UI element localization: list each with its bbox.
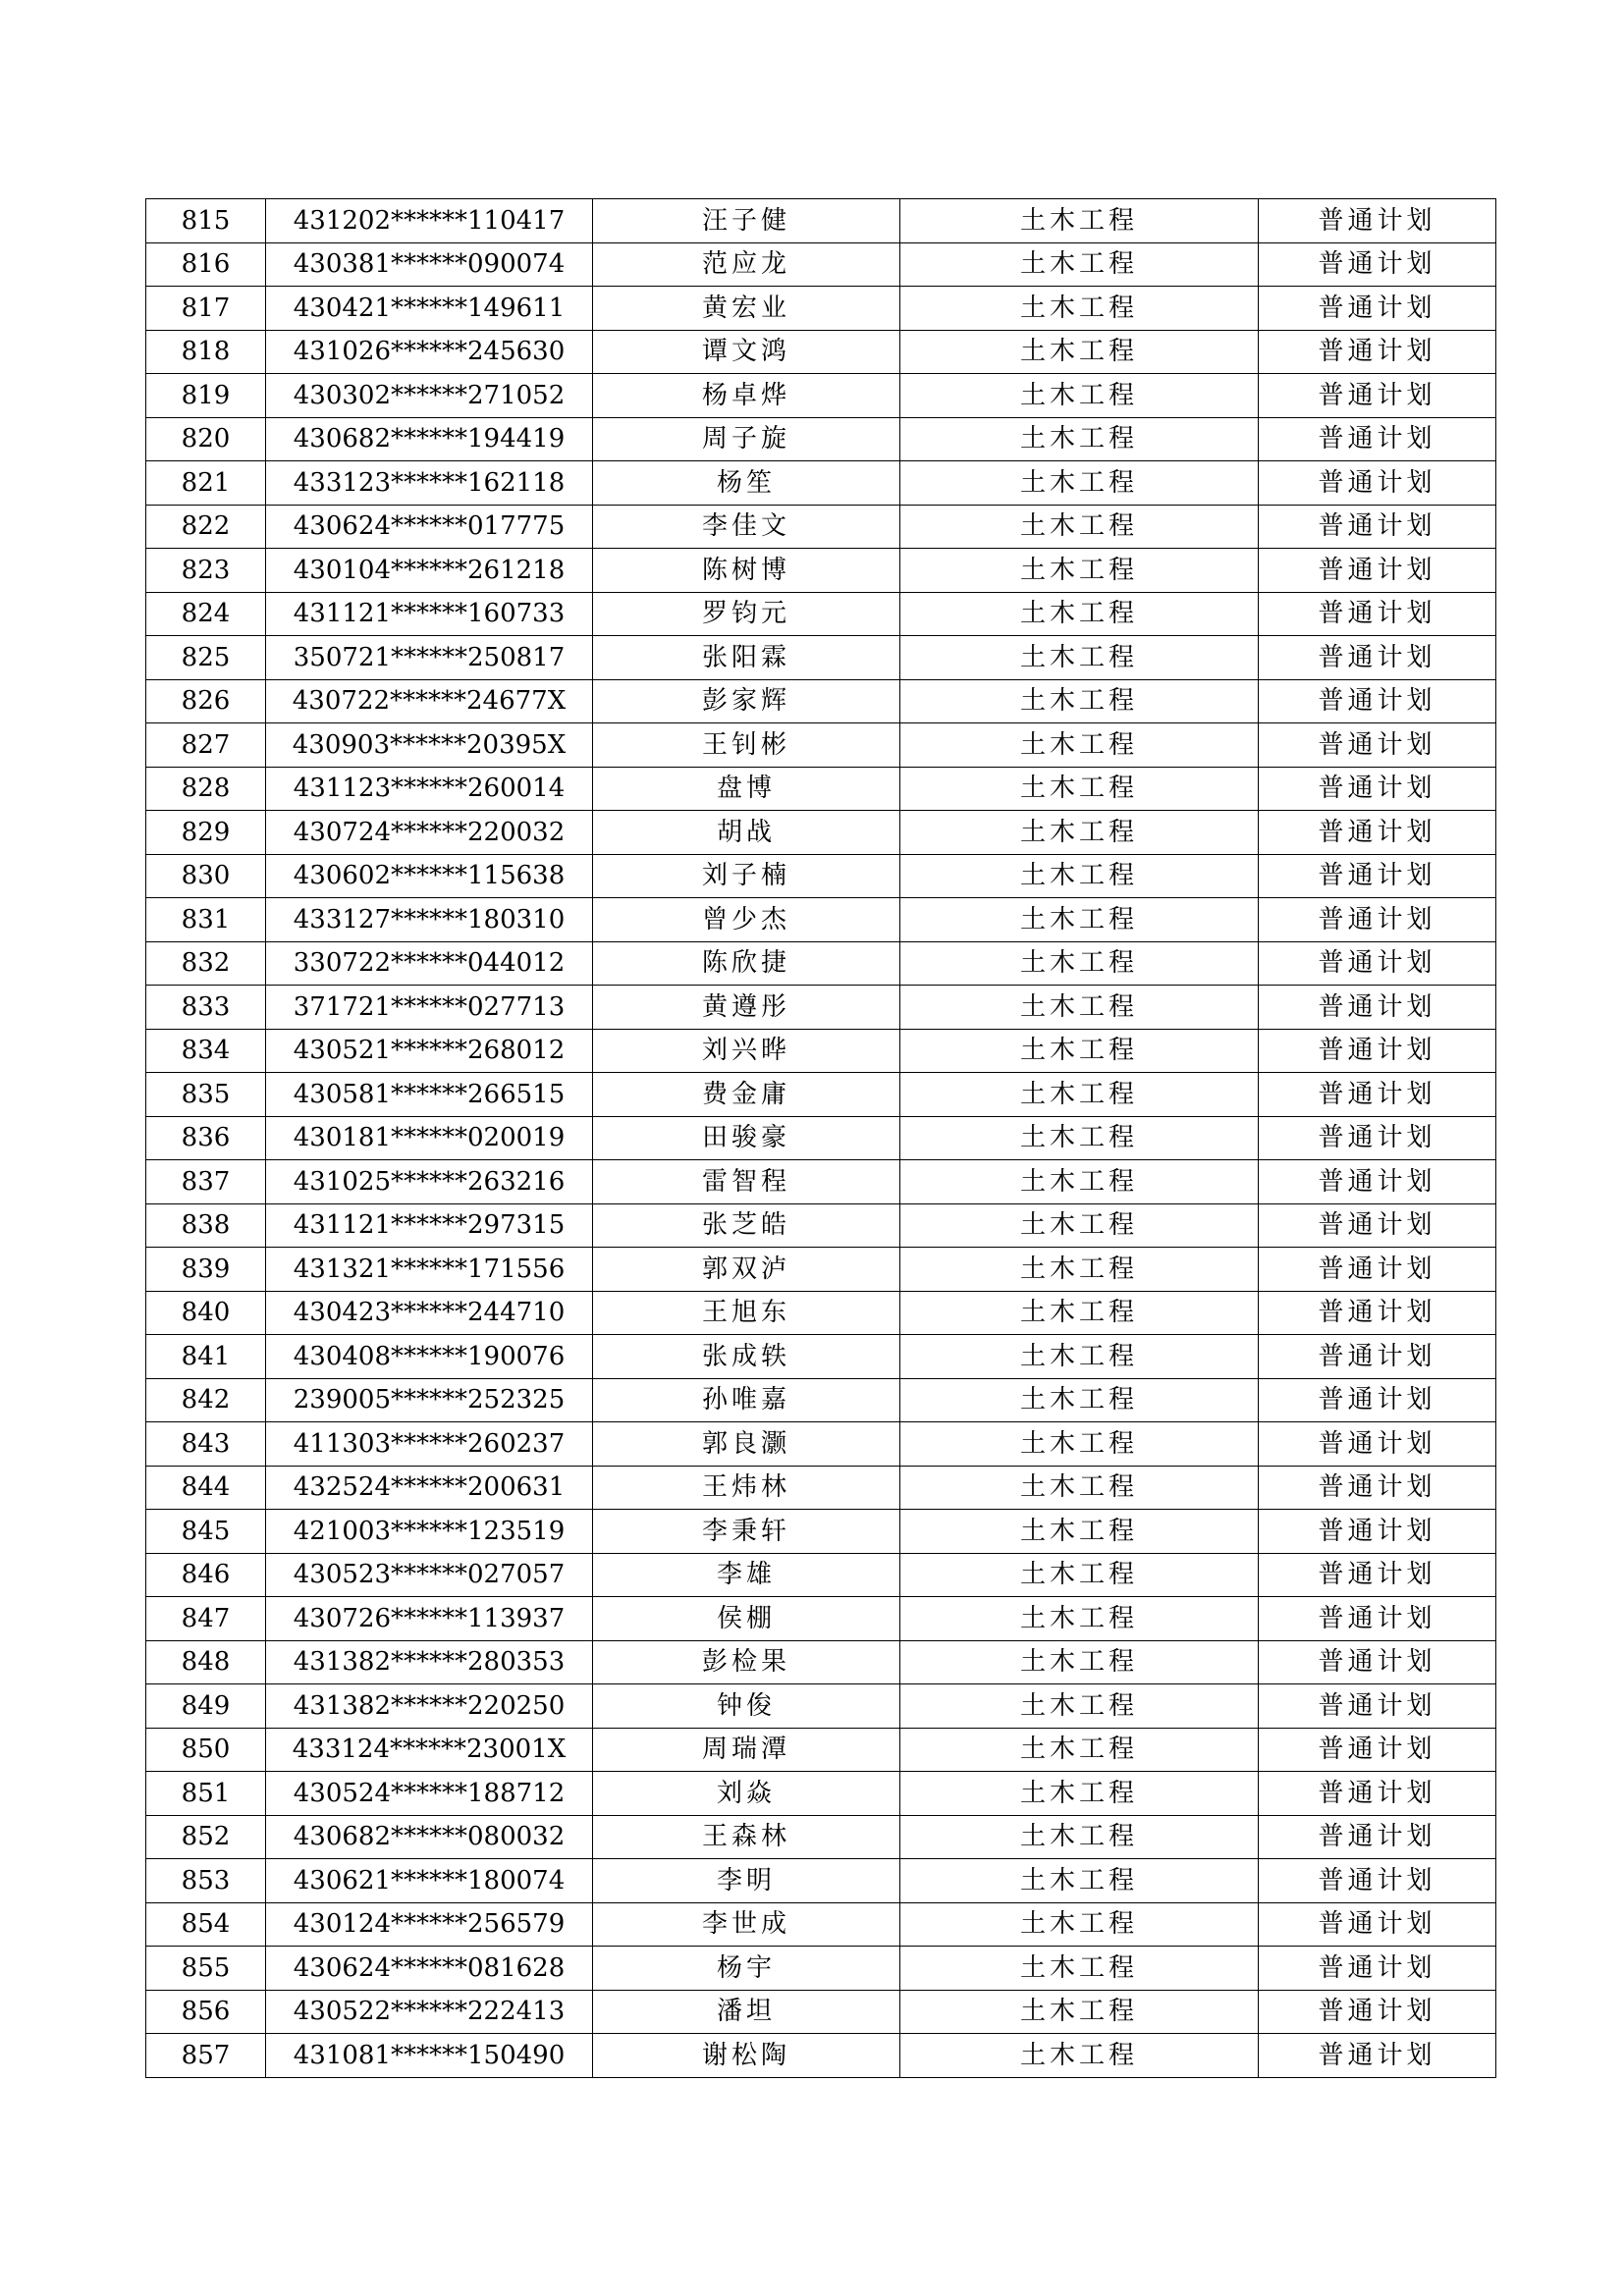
cell-plan-type: 普通计划 (1259, 505, 1496, 549)
cell-major: 土木工程 (900, 1859, 1259, 1903)
cell-plan-type: 普通计划 (1259, 1422, 1496, 1467)
cell-id-number: 430521******268012 (266, 1029, 593, 1073)
table-row (146, 1248, 1496, 1292)
table-row (146, 1815, 1496, 1859)
cell-id-number: 430624******017775 (266, 505, 593, 549)
cell-major: 土木工程 (900, 1684, 1259, 1729)
cell-major: 土木工程 (900, 1640, 1259, 1684)
cell-serial-number: 856 (146, 1990, 266, 2034)
cell-major: 土木工程 (900, 1553, 1259, 1597)
cell-serial-number: 825 (146, 636, 266, 680)
table-row (146, 854, 1496, 898)
table-row (146, 374, 1496, 418)
cell-id-number: 432524******200631 (266, 1466, 593, 1510)
table-row (146, 1116, 1496, 1160)
cell-serial-number: 839 (146, 1248, 266, 1292)
cell-student-name: 彭检果 (593, 1640, 900, 1684)
cell-plan-type: 普通计划 (1259, 1029, 1496, 1073)
table-row (146, 330, 1496, 374)
cell-student-name: 李佳文 (593, 505, 900, 549)
table-row (146, 941, 1496, 986)
cell-serial-number: 832 (146, 941, 266, 986)
cell-serial-number: 833 (146, 986, 266, 1030)
cell-major: 土木工程 (900, 505, 1259, 549)
table-row (146, 679, 1496, 723)
cell-student-name: 黄遵彤 (593, 986, 900, 1030)
cell-id-number: 430523******027057 (266, 1553, 593, 1597)
cell-plan-type: 普通计划 (1259, 1859, 1496, 1903)
cell-plan-type: 普通计划 (1259, 1640, 1496, 1684)
cell-major: 土木工程 (900, 287, 1259, 331)
cell-student-name: 孙唯嘉 (593, 1378, 900, 1422)
cell-plan-type: 普通计划 (1259, 1553, 1496, 1597)
roster-table-body (146, 199, 1496, 2078)
cell-serial-number: 821 (146, 461, 266, 506)
cell-plan-type: 普通计划 (1259, 1203, 1496, 1248)
cell-student-name: 李秉轩 (593, 1510, 900, 1554)
cell-plan-type: 普通计划 (1259, 1510, 1496, 1554)
table-row (146, 1553, 1496, 1597)
table-row (146, 1466, 1496, 1510)
cell-student-name: 陈欣捷 (593, 941, 900, 986)
cell-student-name: 侯棚 (593, 1597, 900, 1641)
cell-plan-type: 普通计划 (1259, 767, 1496, 811)
cell-serial-number: 852 (146, 1815, 266, 1859)
cell-major: 土木工程 (900, 1116, 1259, 1160)
cell-id-number: 430381******090074 (266, 242, 593, 287)
cell-plan-type: 普通计划 (1259, 242, 1496, 287)
cell-plan-type: 普通计划 (1259, 1116, 1496, 1160)
cell-serial-number: 818 (146, 330, 266, 374)
cell-major: 土木工程 (900, 767, 1259, 811)
cell-plan-type: 普通计划 (1259, 1902, 1496, 1947)
cell-serial-number: 850 (146, 1728, 266, 1772)
cell-major: 土木工程 (900, 199, 1259, 243)
cell-student-name: 潘坦 (593, 1990, 900, 2034)
cell-plan-type: 普通计划 (1259, 2034, 1496, 2078)
cell-id-number: 430722******24677X (266, 679, 593, 723)
cell-plan-type: 普通计划 (1259, 1335, 1496, 1379)
cell-id-number: 330722******044012 (266, 941, 593, 986)
cell-id-number: 433127******180310 (266, 898, 593, 942)
cell-id-number: 430124******256579 (266, 1902, 593, 1947)
cell-id-number: 430423******244710 (266, 1291, 593, 1335)
cell-id-number: 411303******260237 (266, 1422, 593, 1467)
cell-serial-number: 836 (146, 1116, 266, 1160)
table-row (146, 1902, 1496, 1947)
cell-student-name: 王森林 (593, 1815, 900, 1859)
table-row (146, 1422, 1496, 1467)
cell-serial-number: 819 (146, 374, 266, 418)
cell-major: 土木工程 (900, 1466, 1259, 1510)
cell-plan-type: 普通计划 (1259, 1990, 1496, 2034)
cell-student-name: 汪子健 (593, 199, 900, 243)
cell-major: 土木工程 (900, 1160, 1259, 1204)
cell-serial-number: 815 (146, 199, 266, 243)
cell-major: 土木工程 (900, 941, 1259, 986)
cell-serial-number: 822 (146, 505, 266, 549)
cell-serial-number: 857 (146, 2034, 266, 2078)
cell-serial-number: 846 (146, 1553, 266, 1597)
cell-major: 土木工程 (900, 1335, 1259, 1379)
cell-serial-number: 845 (146, 1510, 266, 1554)
cell-serial-number: 827 (146, 723, 266, 768)
admission-roster-table (145, 198, 1496, 2078)
cell-plan-type: 普通计划 (1259, 1815, 1496, 1859)
cell-id-number: 430524******188712 (266, 1772, 593, 1816)
cell-plan-type: 普通计划 (1259, 811, 1496, 855)
table-row (146, 461, 1496, 506)
cell-plan-type: 普通计划 (1259, 1378, 1496, 1422)
table-row (146, 1510, 1496, 1554)
cell-serial-number: 837 (146, 1160, 266, 1204)
cell-serial-number: 838 (146, 1203, 266, 1248)
cell-serial-number: 823 (146, 549, 266, 593)
cell-plan-type: 普通计划 (1259, 374, 1496, 418)
cell-major: 土木工程 (900, 549, 1259, 593)
cell-student-name: 王炜林 (593, 1466, 900, 1510)
cell-student-name: 范应龙 (593, 242, 900, 287)
cell-major: 土木工程 (900, 1378, 1259, 1422)
cell-serial-number: 831 (146, 898, 266, 942)
cell-major: 土木工程 (900, 1947, 1259, 1991)
cell-major: 土木工程 (900, 1248, 1259, 1292)
cell-student-name: 刘兴晔 (593, 1029, 900, 1073)
cell-id-number: 431081******150490 (266, 2034, 593, 2078)
cell-plan-type: 普通计划 (1259, 1772, 1496, 1816)
cell-student-name: 雷智程 (593, 1160, 900, 1204)
table-row (146, 1291, 1496, 1335)
cell-major: 土木工程 (900, 1203, 1259, 1248)
cell-major: 土木工程 (900, 1728, 1259, 1772)
cell-student-name: 谭文鸿 (593, 330, 900, 374)
table-row (146, 1073, 1496, 1117)
table-row (146, 1947, 1496, 1991)
table-row (146, 1859, 1496, 1903)
cell-plan-type: 普通计划 (1259, 1248, 1496, 1292)
cell-student-name: 王旭东 (593, 1291, 900, 1335)
cell-id-number: 431121******297315 (266, 1203, 593, 1248)
cell-major: 土木工程 (900, 636, 1259, 680)
cell-id-number: 430682******194419 (266, 417, 593, 461)
cell-major: 土木工程 (900, 986, 1259, 1030)
cell-major: 土木工程 (900, 898, 1259, 942)
cell-serial-number: 817 (146, 287, 266, 331)
cell-serial-number: 843 (146, 1422, 266, 1467)
table-row (146, 1772, 1496, 1816)
cell-id-number: 431382******280353 (266, 1640, 593, 1684)
cell-id-number: 430624******081628 (266, 1947, 593, 1991)
cell-id-number: 430621******180074 (266, 1859, 593, 1903)
cell-plan-type: 普通计划 (1259, 854, 1496, 898)
cell-plan-type: 普通计划 (1259, 199, 1496, 243)
cell-plan-type: 普通计划 (1259, 636, 1496, 680)
cell-serial-number: 841 (146, 1335, 266, 1379)
cell-student-name: 刘子楠 (593, 854, 900, 898)
cell-id-number: 430903******20395X (266, 723, 593, 768)
cell-major: 土木工程 (900, 417, 1259, 461)
cell-student-name: 费金庸 (593, 1073, 900, 1117)
cell-major: 土木工程 (900, 330, 1259, 374)
cell-major: 土木工程 (900, 1510, 1259, 1554)
table-row (146, 505, 1496, 549)
cell-student-name: 杨笙 (593, 461, 900, 506)
cell-serial-number: 847 (146, 1597, 266, 1641)
cell-student-name: 陈树博 (593, 549, 900, 593)
cell-id-number: 433124******23001X (266, 1728, 593, 1772)
table-row (146, 592, 1496, 636)
cell-serial-number: 842 (146, 1378, 266, 1422)
cell-id-number: 431026******245630 (266, 330, 593, 374)
table-row (146, 1728, 1496, 1772)
cell-id-number: 431321******171556 (266, 1248, 593, 1292)
cell-major: 土木工程 (900, 2034, 1259, 2078)
cell-student-name: 谢松陶 (593, 2034, 900, 2078)
cell-student-name: 杨宇 (593, 1947, 900, 1991)
cell-major: 土木工程 (900, 811, 1259, 855)
cell-plan-type: 普通计划 (1259, 549, 1496, 593)
cell-id-number: 431382******220250 (266, 1684, 593, 1729)
table-row (146, 1990, 1496, 2034)
cell-major: 土木工程 (900, 1291, 1259, 1335)
cell-plan-type: 普通计划 (1259, 1947, 1496, 1991)
cell-plan-type: 普通计划 (1259, 592, 1496, 636)
cell-major: 土木工程 (900, 854, 1259, 898)
table-row (146, 1029, 1496, 1073)
cell-major: 土木工程 (900, 374, 1259, 418)
table-row (146, 1640, 1496, 1684)
cell-major: 土木工程 (900, 723, 1259, 768)
table-row (146, 986, 1496, 1030)
cell-student-name: 田骏豪 (593, 1116, 900, 1160)
cell-serial-number: 828 (146, 767, 266, 811)
cell-major: 土木工程 (900, 679, 1259, 723)
table-row (146, 417, 1496, 461)
cell-plan-type: 普通计划 (1259, 1291, 1496, 1335)
cell-plan-type: 普通计划 (1259, 1728, 1496, 1772)
table-row (146, 1597, 1496, 1641)
cell-serial-number: 824 (146, 592, 266, 636)
cell-student-name: 周子旋 (593, 417, 900, 461)
cell-major: 土木工程 (900, 1422, 1259, 1467)
cell-id-number: 350721******250817 (266, 636, 593, 680)
cell-student-name: 胡战 (593, 811, 900, 855)
cell-plan-type: 普通计划 (1259, 287, 1496, 331)
cell-id-number: 431123******260014 (266, 767, 593, 811)
cell-id-number: 431025******263216 (266, 1160, 593, 1204)
cell-major: 土木工程 (900, 461, 1259, 506)
cell-plan-type: 普通计划 (1259, 723, 1496, 768)
cell-student-name: 曾少杰 (593, 898, 900, 942)
cell-id-number: 431202******110417 (266, 199, 593, 243)
cell-student-name: 罗钧元 (593, 592, 900, 636)
cell-student-name: 周瑞潭 (593, 1728, 900, 1772)
cell-major: 土木工程 (900, 1597, 1259, 1641)
table-row (146, 898, 1496, 942)
cell-plan-type: 普通计划 (1259, 898, 1496, 942)
cell-major: 土木工程 (900, 1029, 1259, 1073)
cell-major: 土木工程 (900, 1815, 1259, 1859)
cell-plan-type: 普通计划 (1259, 1073, 1496, 1117)
table-row (146, 1203, 1496, 1248)
cell-id-number: 430421******149611 (266, 287, 593, 331)
table-row (146, 723, 1496, 768)
cell-serial-number: 848 (146, 1640, 266, 1684)
cell-plan-type: 普通计划 (1259, 1160, 1496, 1204)
cell-serial-number: 834 (146, 1029, 266, 1073)
table-row (146, 767, 1496, 811)
cell-serial-number: 840 (146, 1291, 266, 1335)
cell-serial-number: 851 (146, 1772, 266, 1816)
cell-student-name: 张成轶 (593, 1335, 900, 1379)
cell-id-number: 430522******222413 (266, 1990, 593, 2034)
cell-student-name: 张芝皓 (593, 1203, 900, 1248)
cell-serial-number: 844 (146, 1466, 266, 1510)
cell-major: 土木工程 (900, 1902, 1259, 1947)
cell-id-number: 430602******115638 (266, 854, 593, 898)
cell-student-name: 张阳霖 (593, 636, 900, 680)
cell-student-name: 杨卓烨 (593, 374, 900, 418)
cell-major: 土木工程 (900, 1073, 1259, 1117)
cell-major: 土木工程 (900, 592, 1259, 636)
cell-serial-number: 816 (146, 242, 266, 287)
cell-serial-number: 855 (146, 1947, 266, 1991)
table-row (146, 811, 1496, 855)
cell-id-number: 430726******113937 (266, 1597, 593, 1641)
cell-major: 土木工程 (900, 1990, 1259, 2034)
cell-major: 土木工程 (900, 1772, 1259, 1816)
table-row (146, 199, 1496, 243)
cell-serial-number: 829 (146, 811, 266, 855)
cell-id-number: 430581******266515 (266, 1073, 593, 1117)
cell-plan-type: 普通计划 (1259, 461, 1496, 506)
cell-id-number: 430181******020019 (266, 1116, 593, 1160)
cell-id-number: 431121******160733 (266, 592, 593, 636)
cell-plan-type: 普通计划 (1259, 679, 1496, 723)
cell-id-number: 430682******080032 (266, 1815, 593, 1859)
cell-plan-type: 普通计划 (1259, 986, 1496, 1030)
cell-id-number: 430104******261218 (266, 549, 593, 593)
table-row (146, 242, 1496, 287)
table-row (146, 2034, 1496, 2078)
cell-id-number: 421003******123519 (266, 1510, 593, 1554)
cell-plan-type: 普通计划 (1259, 330, 1496, 374)
cell-serial-number: 853 (146, 1859, 266, 1903)
cell-student-name: 刘焱 (593, 1772, 900, 1816)
cell-student-name: 黄宏业 (593, 287, 900, 331)
table-row (146, 636, 1496, 680)
cell-student-name: 郭双泸 (593, 1248, 900, 1292)
table-row (146, 1378, 1496, 1422)
cell-id-number: 239005******252325 (266, 1378, 593, 1422)
table-row (146, 287, 1496, 331)
cell-student-name: 王钊彬 (593, 723, 900, 768)
cell-student-name: 李明 (593, 1859, 900, 1903)
cell-student-name: 钟俊 (593, 1684, 900, 1729)
cell-id-number: 433123******162118 (266, 461, 593, 506)
cell-plan-type: 普通计划 (1259, 1684, 1496, 1729)
cell-student-name: 彭家辉 (593, 679, 900, 723)
cell-student-name: 李世成 (593, 1902, 900, 1947)
table-row (146, 1160, 1496, 1204)
cell-serial-number: 849 (146, 1684, 266, 1729)
cell-student-name: 郭良灏 (593, 1422, 900, 1467)
cell-student-name: 盘博 (593, 767, 900, 811)
cell-id-number: 371721******027713 (266, 986, 593, 1030)
cell-serial-number: 854 (146, 1902, 266, 1947)
table-row (146, 1335, 1496, 1379)
cell-plan-type: 普通计划 (1259, 417, 1496, 461)
cell-id-number: 430724******220032 (266, 811, 593, 855)
cell-id-number: 430302******271052 (266, 374, 593, 418)
cell-major: 土木工程 (900, 242, 1259, 287)
cell-serial-number: 820 (146, 417, 266, 461)
cell-plan-type: 普通计划 (1259, 941, 1496, 986)
cell-serial-number: 830 (146, 854, 266, 898)
cell-student-name: 李雄 (593, 1553, 900, 1597)
cell-serial-number: 826 (146, 679, 266, 723)
cell-plan-type: 普通计划 (1259, 1597, 1496, 1641)
cell-plan-type: 普通计划 (1259, 1466, 1496, 1510)
cell-serial-number: 835 (146, 1073, 266, 1117)
table-row (146, 1684, 1496, 1729)
cell-id-number: 430408******190076 (266, 1335, 593, 1379)
table-row (146, 549, 1496, 593)
